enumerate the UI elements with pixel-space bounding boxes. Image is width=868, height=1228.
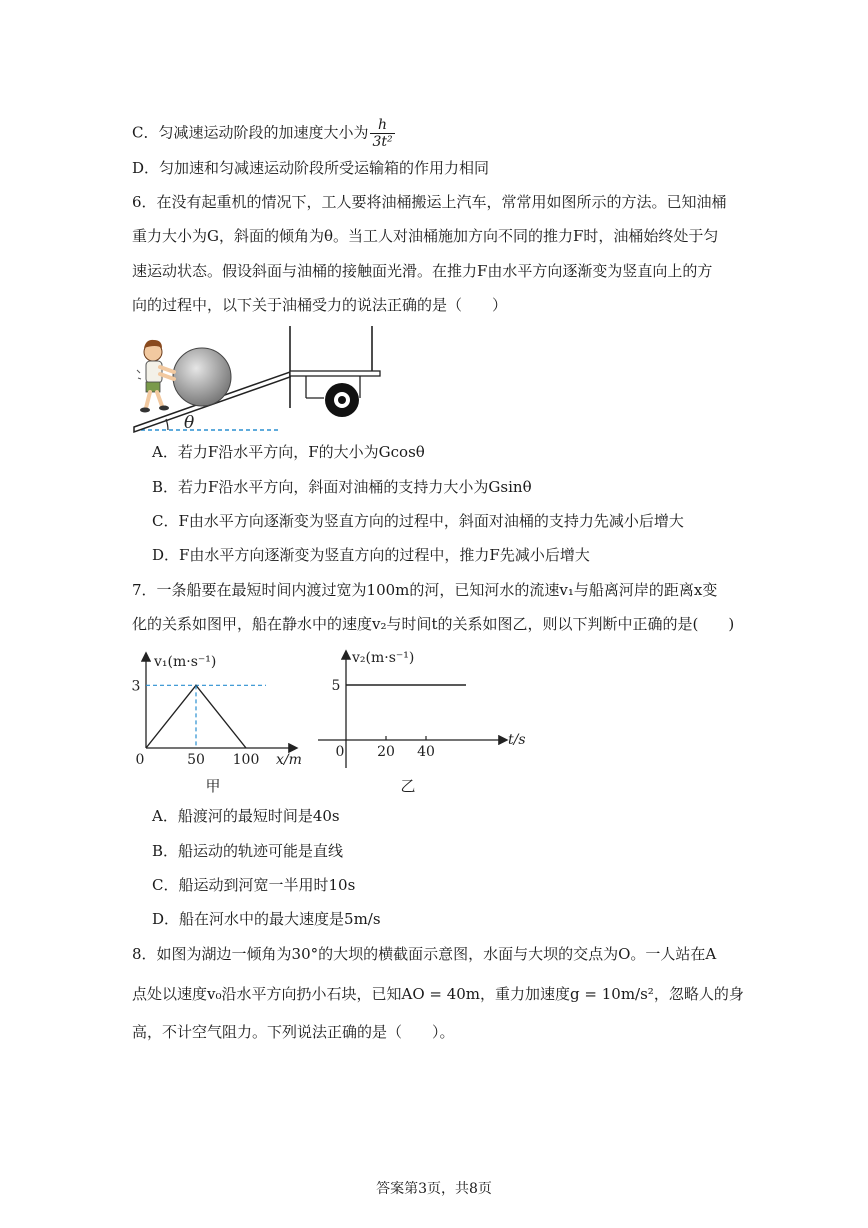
q6-stem-line-3: 速运动状态。假设斜面与油桶的接触面光滑。在推力F由水平方向逐渐变为竖直向上的方 bbox=[132, 262, 713, 280]
x-tick-label: 40 bbox=[417, 744, 435, 760]
q5-option-c: C．匀减速运动阶段的加速度大小为 $\frac{h}{\text{3t²}}$ bbox=[132, 117, 393, 150]
y-axis-label: v₂(m·s⁻¹) bbox=[352, 650, 415, 666]
x-tick-label: 0 bbox=[335, 744, 345, 760]
x-axis-label: x/m bbox=[276, 752, 302, 768]
x-tick-label: 0 bbox=[135, 752, 145, 768]
x-axis-label: t/s bbox=[508, 732, 526, 748]
q7-option-c: C．船运动到河宽一半用时10s bbox=[152, 876, 356, 894]
q8-stem-line-3: 高，不计空气阻力。下列说法正确的是（ ）。 bbox=[132, 1023, 455, 1041]
chart-jia bbox=[126, 646, 316, 796]
q6-option-a: A．若力F沿水平方向，F的大小为Gcosθ bbox=[152, 443, 425, 461]
q6-option-d: D．F由水平方向逐渐变为竖直方向的过程中，推力F先减小后增大 bbox=[152, 546, 590, 564]
y-tick-label: 5 bbox=[331, 678, 341, 694]
q5-option-d: D．匀加速和匀减速运动阶段所受运输箱的作用力相同 bbox=[132, 159, 490, 177]
theta-label: θ bbox=[184, 413, 195, 433]
q8-stem-line-1: 8．如图为湖边一倾角为30°的大坝的横截面示意图，水面与大坝的交点为O。一人站在A bbox=[132, 945, 717, 963]
page-footer: 答案第3页，共8页 bbox=[376, 1181, 492, 1197]
q6-option-c: C．F由水平方向逐渐变为竖直方向的过程中，斜面对油桶的支持力先减小后增大 bbox=[152, 512, 684, 530]
q7-stem-line-2: 化的关系如图甲，船在静水中的速度v₂与时间t的关系如图乙，则以下判断中正确的是( ) bbox=[132, 615, 735, 633]
chart-yi bbox=[318, 646, 528, 796]
chart-caption: 乙 bbox=[400, 777, 416, 795]
q7-stem-line-1: 7．一条船要在最短时间内渡过宽为100m的河，已知河水的流速v₁与船离河岸的距离x变 bbox=[132, 581, 718, 599]
worker-icon bbox=[137, 340, 174, 413]
q6-stem-line-4: 向的过程中，以下关于油桶受力的说法正确的是（ ） bbox=[132, 296, 508, 314]
fraction: $\frac{h}{\text{3t²}}$ bbox=[372, 117, 393, 150]
q8-stem-line-2: 点处以速度v₀沿水平方向扔小石块，已知AO = 40m，重力加速度g = 10m/s²，忽略人的身 bbox=[132, 985, 744, 1003]
truck-icon bbox=[290, 326, 380, 417]
q6-stem-line-1: 6．在没有起重机的情况下，工人要将油桶搬运上汽车，常常用如图所示的方法。已知油桶 bbox=[132, 193, 727, 211]
x-tick-label: 100 bbox=[232, 752, 260, 768]
q7-option-a: A．船渡河的最短时间是40s bbox=[152, 807, 340, 825]
ramp-figure bbox=[128, 322, 388, 440]
x-tick-label: 20 bbox=[377, 744, 395, 760]
y-axis-label: v₁(m·s⁻¹) bbox=[154, 654, 217, 670]
chart-caption: 甲 bbox=[205, 777, 221, 795]
q6-option-b: B．若力F沿水平方向，斜面对油桶的支持力大小为Gsinθ bbox=[152, 478, 532, 496]
q7-option-b: B．船运动的轨迹可能是直线 bbox=[152, 842, 344, 860]
q6-stem-line-2: 重力大小为G，斜面的倾角为θ。当工人对油桶施加方向不同的推力F时，油桶始终处于匀 bbox=[132, 227, 719, 245]
x-tick-label: 50 bbox=[187, 752, 205, 768]
q7-option-d: D．船在河水中的最大速度是5m/s bbox=[152, 910, 381, 928]
y-tick-label: 3 bbox=[131, 678, 141, 695]
oil-drum bbox=[173, 348, 231, 406]
